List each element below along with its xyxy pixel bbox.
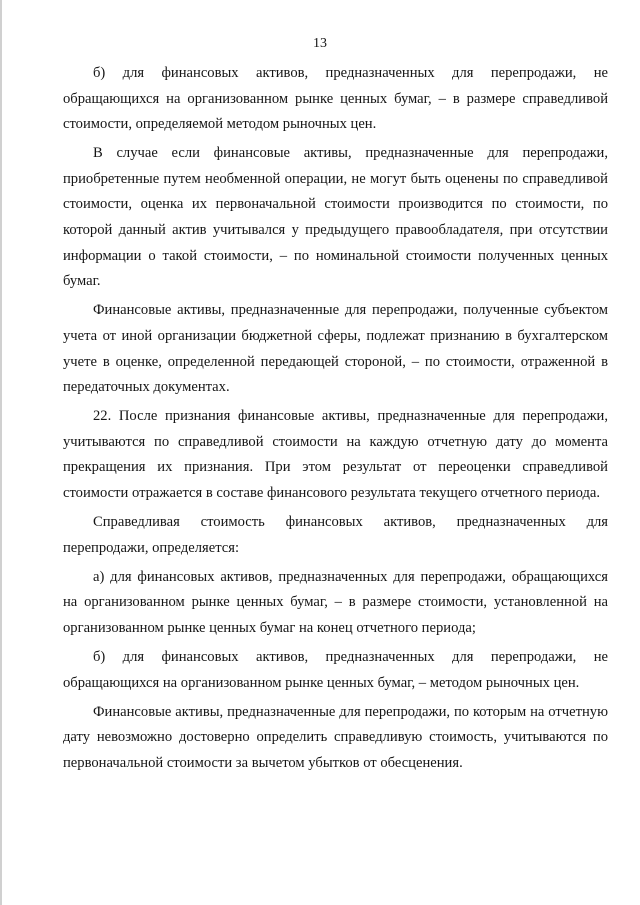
paragraph: 22. После признания финансовые активы, предназначенные для перепродажи, учитываются по справедливой стоимости на каждую отчетную дату до момента прекращения их признания. При этом результат от переоценки справедливой стоимости отражается в составе финансового результата текущего отчетного периода. — [63, 408, 608, 501]
paragraph: б) для финансовых активов, предназначенных для перепродажи, не обращающихся на организованном рынке ценных бумаг, – методом рыночных цен. — [63, 649, 608, 691]
paragraph: Финансовые активы, предназначенные для перепродажи, по которым на отчетную дату невозможно достоверно определить справедливую стоимость, учитываются по первоначальной стоимости за вычетом убытков от обесценения. — [63, 703, 608, 771]
paragraph: Финансовые активы, предназначенные для перепродажи, полученные субъектом учета от иной организации бюджетной сферы, подлежат признанию в бухгалтерском учете в оценке, определенной передающей стороной, – по стоимости, отраженной в передаточных документах. — [63, 302, 608, 396]
paragraph: Справедливая стоимость финансовых активов, предназначенных для перепродажи, определяется: — [63, 514, 608, 556]
paragraph: В случае если финансовые активы, предназначенные для перепродажи, приобретенные путем необменной операции, не могут быть оценены по справедливой стоимости, оценка их первоначальной стоимости производится по стоимости, по которой данный актив учитывался у предыдущего правообладателя, при отсутствии информации о такой стоимости, – по номинальной стоимости полученных ценных бумаг. — [63, 145, 608, 290]
paragraph: а) для финансовых активов, предназначенных для перепродажи, обращающихся на организованном рынке ценных бумаг, – в размере стоимости, установленной на организованном рынке ценных бумаг на конец отчетного периода; — [63, 568, 608, 636]
page-number: 13 — [313, 36, 327, 51]
scan-edge — [0, 0, 2, 905]
paragraph: б) для финансовых активов, предназначенных для перепродажи, не обращающихся на организованном рынке ценных бумаг, – в размере справедливой стоимости, определяемой методом рыночных цен. — [63, 65, 608, 133]
document-body — [63, 61, 608, 777]
